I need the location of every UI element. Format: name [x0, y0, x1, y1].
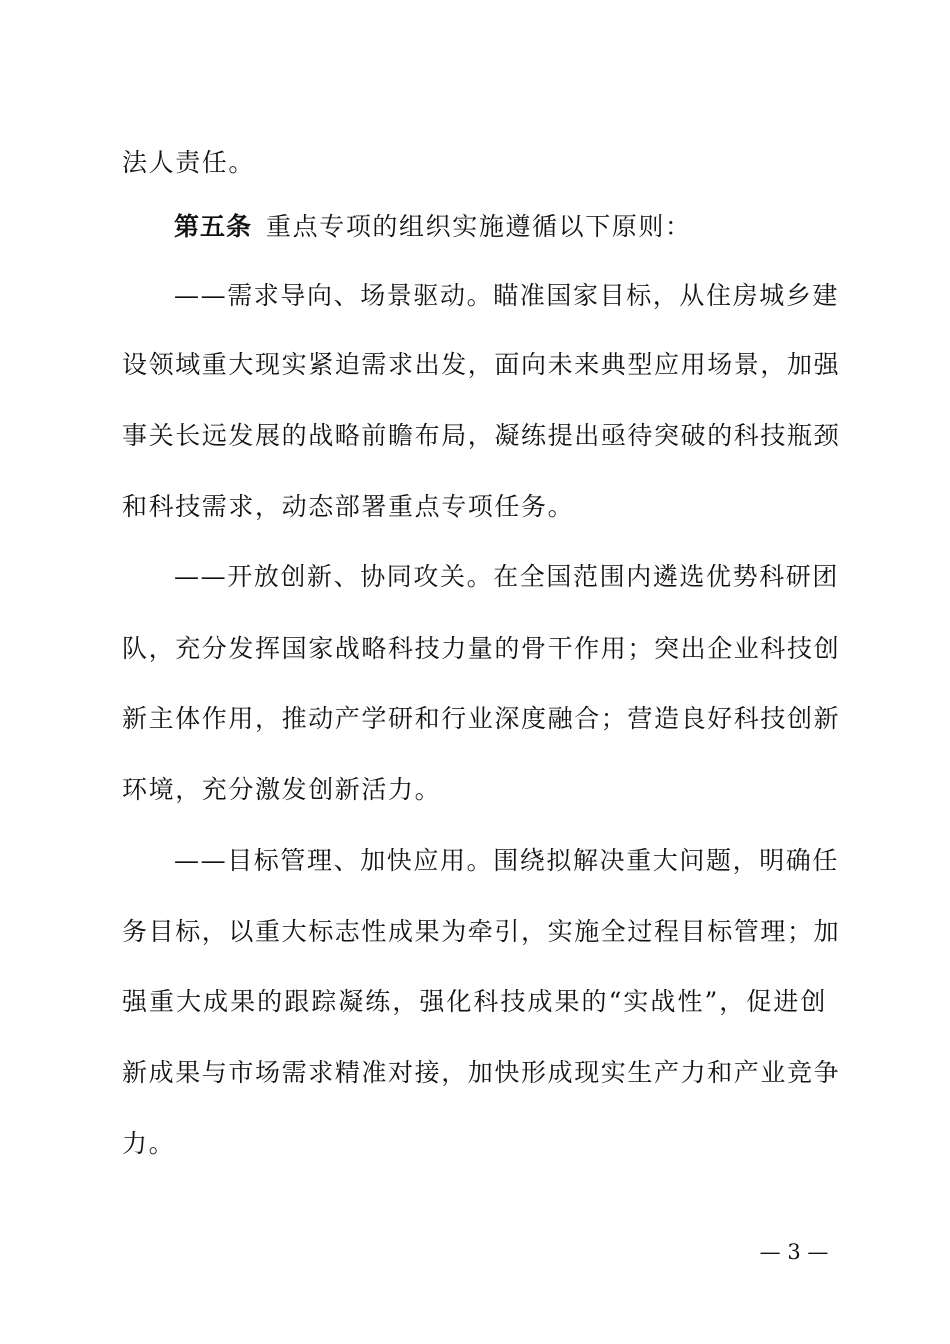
article-5-heading-line: [174, 211, 827, 243]
principle-1-line-2: 设领域重大现实紧迫需求出发，面向未来典型应用场景，加强: [122, 350, 841, 379]
article-label: 第五条: [174, 212, 253, 241]
principle-3-line-1: ——目标管理、加快应用。围绕拟解决重大问题，明确任: [174, 846, 840, 875]
principle-3-line-2: 务目标，以重大标志性成果为牵引，实施全过程目标管理；加: [122, 917, 841, 946]
principle-1-line-1: ——需求导向、场景驱动。瞄准国家目标，从住房城乡建: [174, 281, 840, 310]
paragraph-line-1: 法人责任。: [122, 148, 256, 177]
principle-2-line-1: ——开放创新、协同攻关。在全国范围内遴选优势科研团: [174, 562, 840, 591]
principle-1-line-4: 和科技需求，动态部署重点专项任务。: [122, 492, 575, 521]
principle-3-line-4: 新成果与市场需求精准对接，加快形成现实生产力和产业竞争: [122, 1058, 841, 1087]
principle-3-line-3: 强重大成果的跟踪凝练，强化科技成果的“实战性”，促进创: [122, 987, 827, 1016]
principle-2-line-3: 新主体作用，推动产学研和行业深度融合；营造良好科技创新: [122, 704, 841, 733]
article-5-heading-text: 重点专项的组织实施遵循以下原则：: [266, 212, 692, 241]
principle-3-line-5: 力。: [122, 1129, 176, 1158]
principle-2-line-4: 环境，充分激发创新活力。: [122, 775, 442, 804]
principle-2-line-2: 队，充分发挥国家战略科技力量的骨干作用；突出企业科技创: [122, 634, 841, 663]
principle-1-line-3: 事关长远发展的战略前瞻布局，凝练提出亟待突破的科技瓶颈: [122, 421, 841, 450]
page-number: — 3 —: [759, 1240, 829, 1264]
